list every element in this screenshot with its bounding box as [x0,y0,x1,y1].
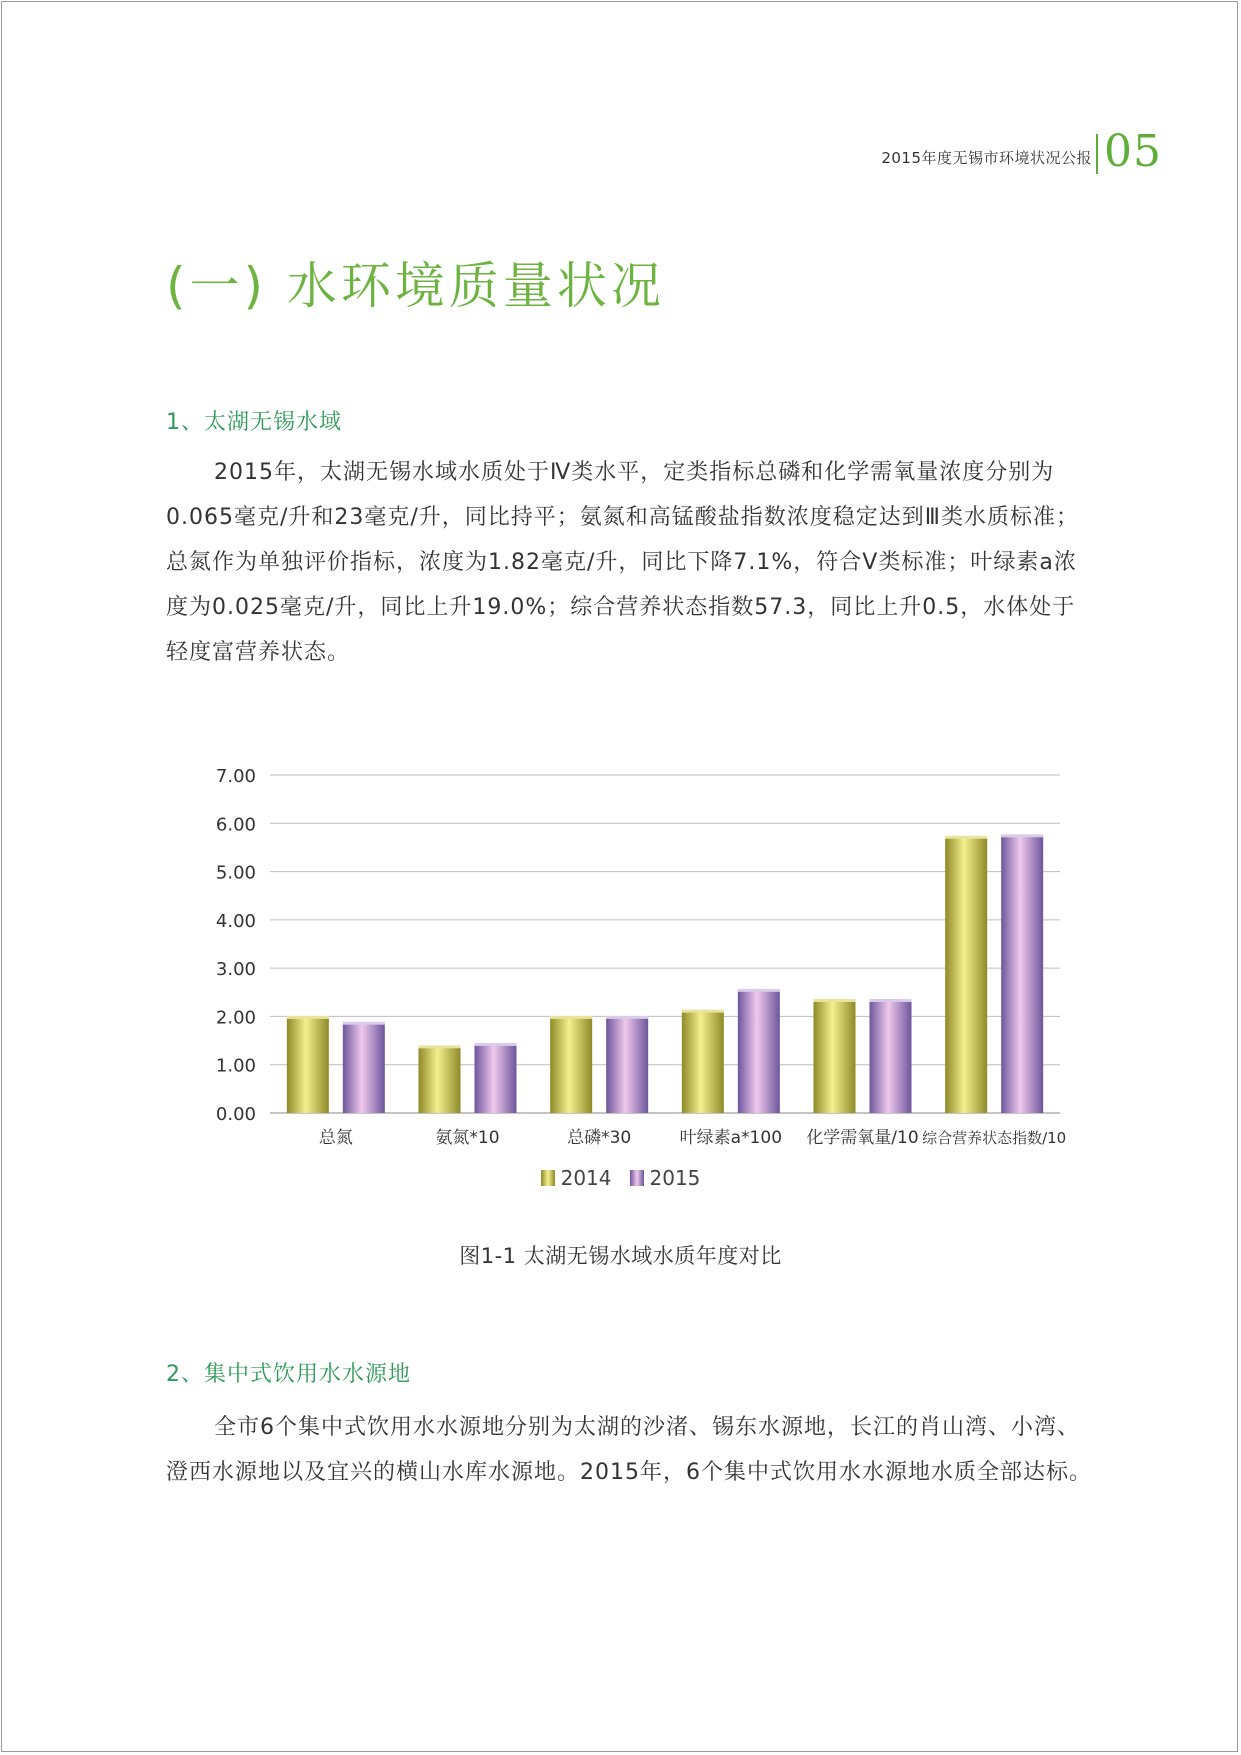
bar-2014 [682,1012,724,1113]
bar-cap-2014 [814,999,856,1002]
header-divider [1096,134,1098,174]
subheading-drinking-water: 2、集中式饮用水水源地 [166,1362,411,1387]
bar-cap-2015 [738,989,780,992]
bar-cap-2014 [419,1045,461,1048]
subheading-taihu: 1、太湖无锡水域 [166,410,342,435]
x-tick-label: 综合营养状态指数/10 [922,1129,1067,1147]
bar-cap-2014 [682,1010,724,1013]
bar-2014 [287,1018,329,1113]
bar-2014 [814,1001,856,1113]
running-header [881,126,1162,177]
paragraph-drinking-water: 全市6个集中式饮用水水源地分别为太湖的沙渚、锡东水源地，长江的肖山湾、小湾、澄西水源地以及宜兴的横山水库水源地。2015年，6个集中式饮用水水源地水质全部达标。 [166,1415,1092,1485]
bar-cap-2014 [550,1016,592,1019]
bar-chart [180,755,1080,1195]
bar-2015 [1001,836,1043,1113]
y-tick-label: 0.00 [215,1104,256,1125]
y-tick-label: 6.00 [215,814,256,836]
bar-cap-2015 [1001,834,1043,837]
y-tick-label: 1.00 [215,1055,256,1077]
legend-swatch-2014 [541,1170,555,1186]
bar-2015 [870,1001,912,1113]
figure-caption: 图1-1 太湖无锡水域水质年度对比 [459,1244,782,1268]
bar-2015 [343,1024,385,1113]
bar-cap-2015 [475,1043,517,1046]
x-tick-label: 叶绿素a*100 [679,1128,783,1148]
y-tick-label: 2.00 [215,1007,256,1029]
y-tick-label: 5.00 [215,862,256,884]
y-tick-label: 7.00 [215,766,256,787]
legend-item-2014 [541,1166,612,1190]
bar-2014 [419,1047,461,1113]
legend-swatch-2015 [630,1170,644,1186]
x-tick-label: 总磷*30 [567,1128,632,1148]
bar-cap-2014 [945,836,987,839]
bar-2015 [606,1018,648,1113]
paragraph-taihu: 2015年，太湖无锡水域水质处于Ⅳ类水平，定类指标总磷和化学需氧量浓度分别为0.065毫克/升和23毫克/升，同比持平；氨氮和高锰酸盐指数浓度稳定达到Ⅲ类水质标准；总氮作为单独评价指标，浓度为1.82毫克/升，同比下降7.1%，符合Ⅴ类标准；叶绿素a浓度为0.025毫克/升，同比上升19.0%；综合营养状态指数57.3，同比上升0.5，水体处于轻度富营养状态。 [166,460,1079,665]
bar-cap-2015 [870,999,912,1002]
bar-2015 [475,1045,517,1113]
legend-label-2014: 2014 [560,1166,612,1190]
bar-cap-2015 [343,1022,385,1025]
x-tick-label: 化学需氧量/10 [806,1128,919,1148]
bar-cap-2014 [287,1016,329,1019]
chart-canvas [180,755,1080,1155]
x-tick-label: 氨氮*10 [435,1128,500,1148]
chart-legend [0,1166,1241,1190]
legend-label-2015: 2015 [649,1166,701,1190]
legend-item-2015 [630,1166,701,1190]
bar-2014 [945,838,987,1113]
section-title: (一) 水环境质量状况 [166,257,665,315]
bar-2014 [550,1018,592,1113]
report-title: 2015年度无锡市环境状况公报 [881,149,1092,167]
x-tick-label: 总氮 [318,1128,353,1148]
bar-cap-2015 [606,1016,648,1019]
page-number: 05 [1104,126,1162,177]
y-tick-label: 4.00 [215,910,256,932]
y-tick-label: 3.00 [215,959,256,981]
bar-2015 [738,991,780,1113]
